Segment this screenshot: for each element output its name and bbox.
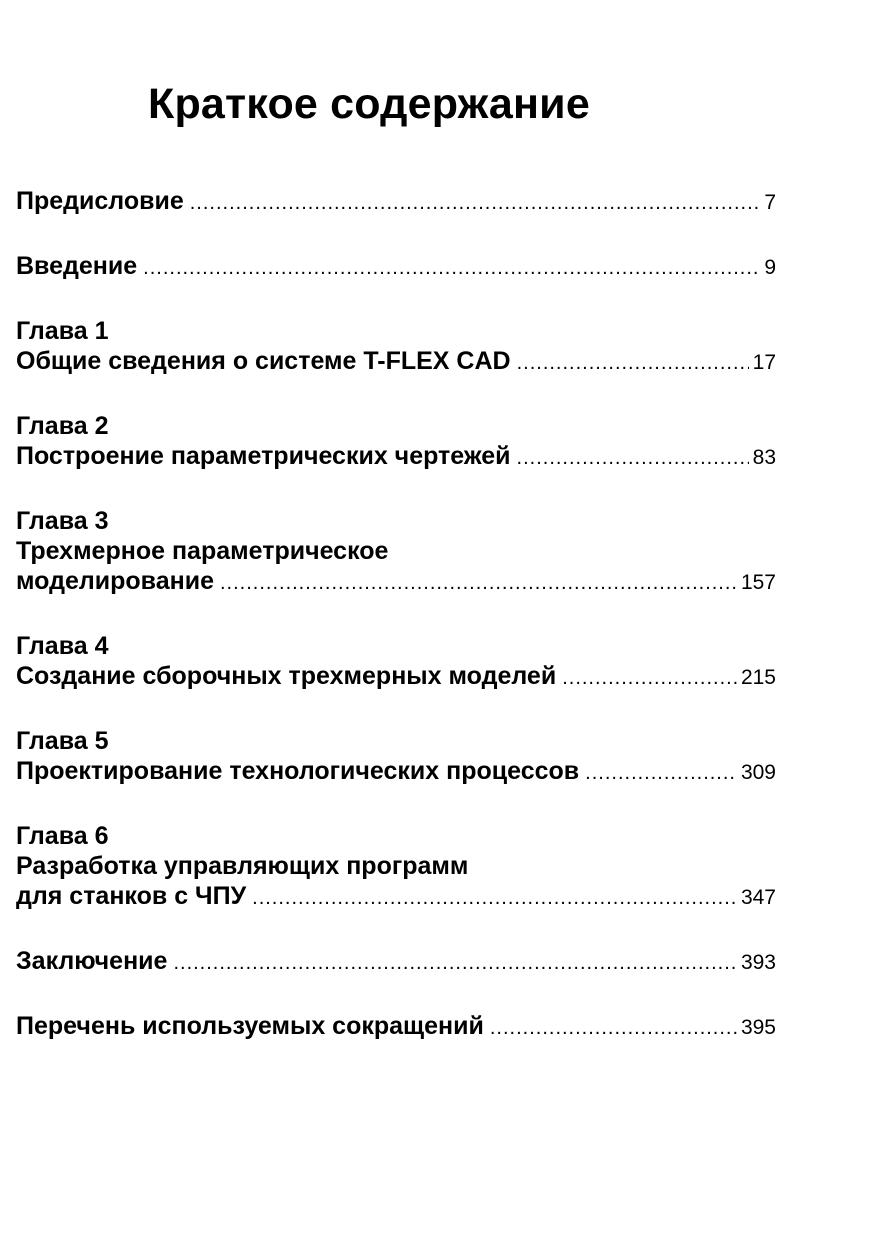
toc-row — [16, 661, 776, 691]
toc-row — [16, 1011, 776, 1041]
dot-leader — [517, 348, 749, 378]
dot-leader — [562, 663, 737, 693]
dot-leader — [517, 443, 749, 473]
page-number: 215 — [740, 666, 776, 689]
page-title: Краткое содержание — [148, 80, 590, 128]
entry-title: Заключение — [16, 947, 168, 975]
entry-title: Перечень используемых сокращений — [16, 1012, 484, 1040]
toc-entry-conclusion[interactable] — [16, 946, 776, 976]
toc-row — [16, 186, 776, 216]
entry-title: Общие сведения о системе T-FLEX CAD — [16, 347, 511, 375]
page-number: 83 — [752, 446, 776, 469]
toc-row — [16, 881, 776, 911]
toc-row — [16, 251, 776, 281]
toc-row — [16, 946, 776, 976]
toc-entry-chapter-4[interactable] — [16, 631, 776, 691]
table-of-contents — [16, 186, 776, 1076]
chapter-label: Глава 5 — [16, 727, 109, 755]
entry-title: моделирование — [16, 567, 214, 595]
entry-title: Проектирование технологических процессов — [16, 757, 580, 785]
chapter-label: Глава 3 — [16, 507, 109, 535]
dot-leader — [490, 1013, 737, 1043]
toc-entry-chapter-1[interactable] — [16, 316, 776, 376]
entry-title: Предисловие — [16, 187, 184, 215]
toc-entry-chapter-3[interactable] — [16, 506, 776, 596]
toc-entry-abbreviations[interactable] — [16, 1011, 776, 1041]
chapter-label: Глава 4 — [16, 632, 109, 660]
toc-entry-chapter-2[interactable] — [16, 411, 776, 471]
chapter-label: Глава 2 — [16, 412, 109, 440]
entry-title-line: Трехмерное параметрическое — [16, 537, 389, 565]
page-number: 393 — [740, 951, 776, 974]
entry-title: Введение — [16, 252, 138, 280]
page-number: 347 — [740, 886, 776, 909]
entry-title: Создание сборочных трехмерных моделей — [16, 662, 557, 690]
toc-row — [16, 756, 776, 786]
toc-entry-introduction[interactable] — [16, 251, 776, 281]
toc-row — [16, 566, 776, 596]
dot-leader — [252, 883, 737, 913]
toc-row — [16, 441, 776, 471]
toc-entry-preface[interactable] — [16, 186, 776, 216]
entry-title: Построение параметрических чертежей — [16, 442, 511, 470]
page-number: 395 — [740, 1016, 776, 1039]
chapter-label: Глава 1 — [16, 317, 109, 345]
toc-row — [16, 346, 776, 376]
dot-leader — [190, 188, 761, 218]
toc-entry-chapter-6[interactable] — [16, 821, 776, 911]
dot-leader — [173, 948, 737, 978]
page-number: 9 — [764, 256, 776, 279]
chapter-label: Глава 6 — [16, 822, 109, 850]
page-number: 157 — [740, 571, 776, 594]
entry-title-line: Разработка управляющих программ — [16, 852, 469, 880]
dot-leader — [585, 758, 737, 788]
page-number: 17 — [752, 351, 776, 374]
entry-title: для станков с ЧПУ — [16, 882, 247, 910]
toc-entry-chapter-5[interactable] — [16, 726, 776, 786]
dot-leader — [143, 253, 760, 283]
page-number: 7 — [764, 191, 776, 214]
page-number: 309 — [740, 761, 776, 784]
dot-leader — [220, 568, 737, 598]
